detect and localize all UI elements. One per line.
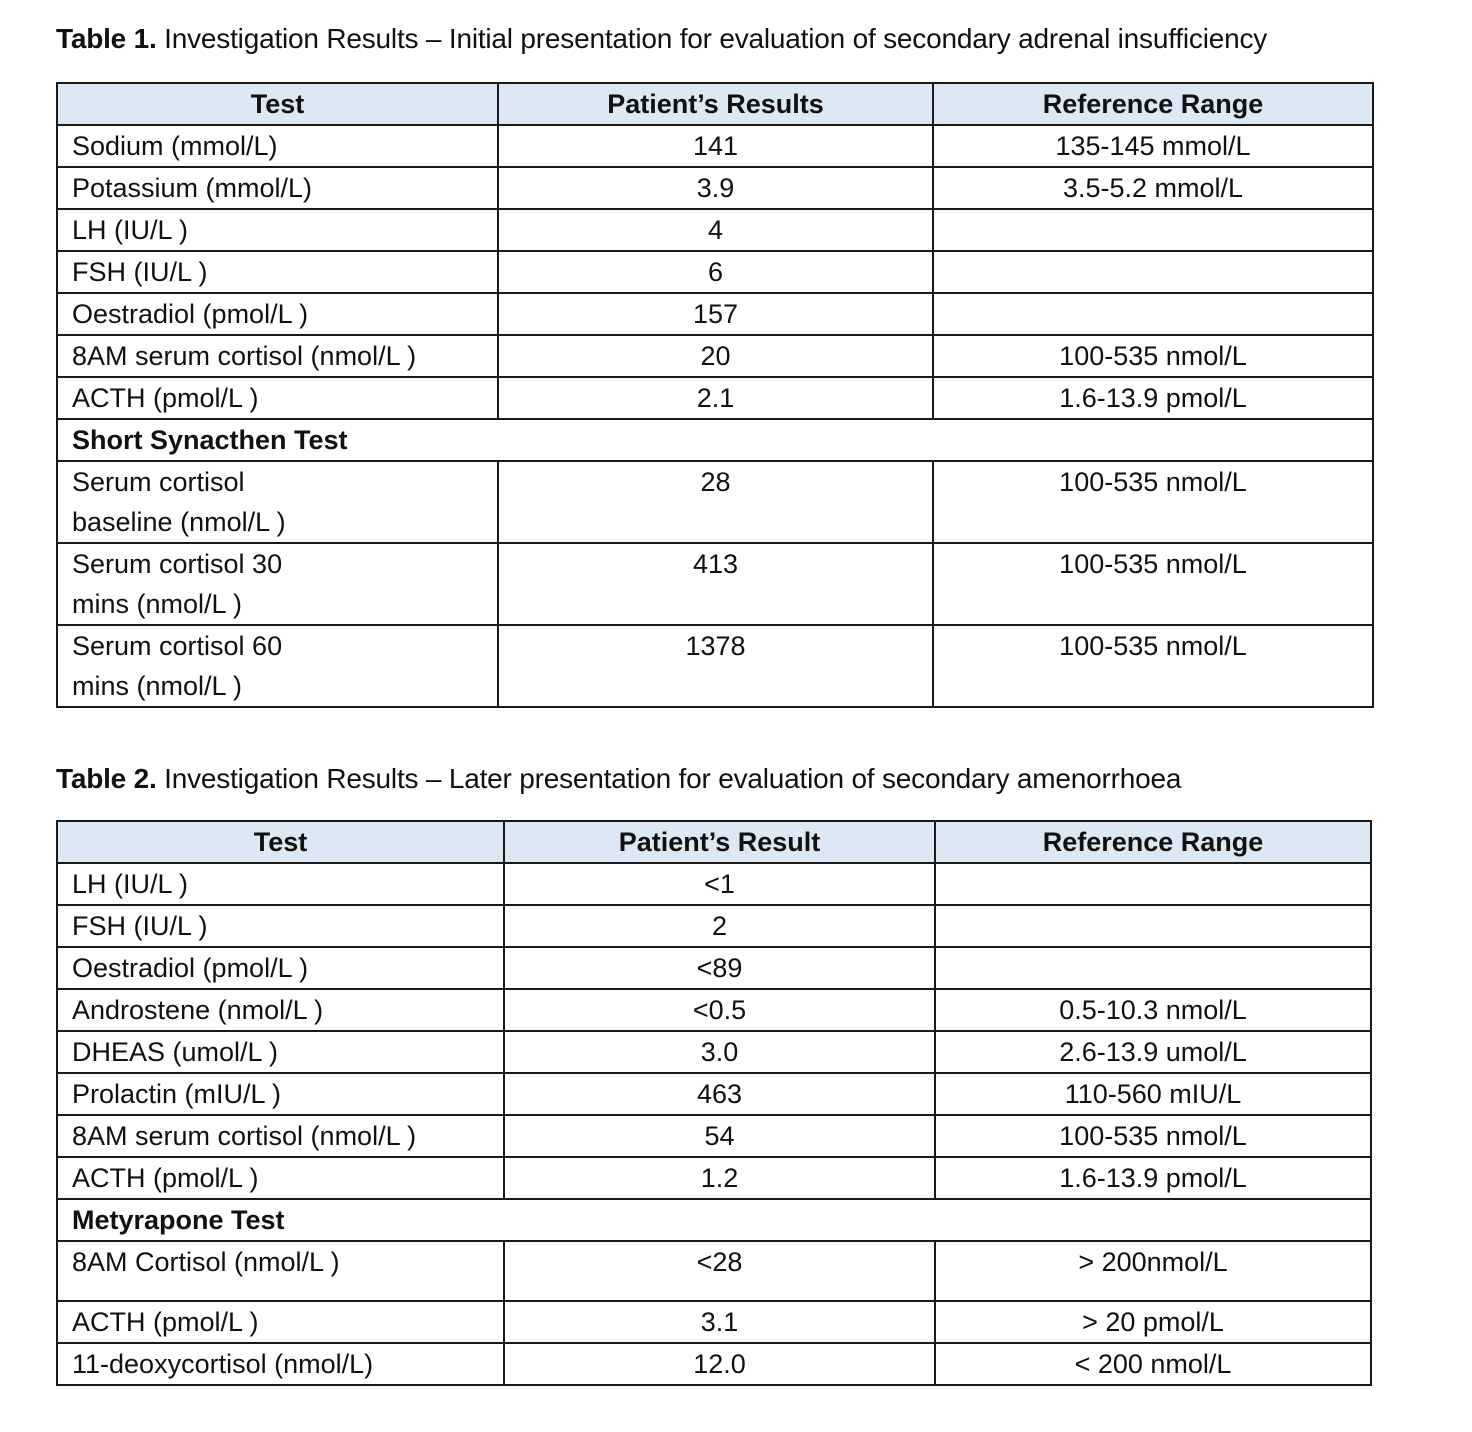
test-name-line: Serum cortisol [72,467,245,497]
table1-header-test: Test [57,83,498,125]
test-name-cell: ACTH (pmol/L ) [57,1301,504,1343]
range-cell: 110-560 mIU/L [935,1073,1371,1115]
range-cell: 2.6-13.9 umol/L [935,1031,1371,1073]
table2-investigation-results [56,820,1372,1386]
table-row [57,461,1373,543]
result-cell: 463 [504,1073,935,1115]
range-cell: 100-535 nmol/L [933,335,1373,377]
table2-header-result: Patient’s Result [504,821,935,863]
table-row [57,1115,1371,1157]
result-cell: <0.5 [504,989,935,1031]
range-cell: > 200nmol/L [935,1241,1371,1301]
table-row [57,1031,1371,1073]
range-cell: 135-145 mmol/L [933,125,1373,167]
test-name-cell: 8AM Cortisol (nmol/L ) [57,1241,504,1301]
range-cell [933,251,1373,293]
range-cell [935,947,1371,989]
table-row [57,125,1373,167]
table1-caption [56,22,1267,56]
section-title-short-synacthen: Short Synacthen Test [57,419,1373,461]
result-cell: 2.1 [498,377,933,419]
section-row [57,1199,1371,1241]
result-cell: <28 [504,1241,935,1301]
section-title-metyrapone: Metyrapone Test [57,1199,1371,1241]
table-row [57,1301,1371,1343]
table-row [57,1073,1371,1115]
table-row [57,377,1373,419]
test-name-cell: DHEAS (umol/L ) [57,1031,504,1073]
test-name-cell: Prolactin (mIU/L ) [57,1073,504,1115]
range-cell [935,905,1371,947]
test-name-cell: LH (IU/L ) [57,863,504,905]
test-name-line: mins (nmol/L ) [72,589,243,619]
result-cell: 6 [498,251,933,293]
result-cell: 2 [504,905,935,947]
table-row [57,209,1373,251]
table1-caption-text: Investigation Results – Initial presentation for evaluation of secondary adrenal insufficiency [156,23,1268,54]
range-cell: 100-535 nmol/L [935,1115,1371,1157]
test-name-cell: Sodium (mmol/L) [57,125,498,167]
table1-header-row [57,83,1373,125]
range-cell [933,209,1373,251]
table-row [57,1157,1371,1199]
test-name-cell [57,625,498,707]
range-cell [933,293,1373,335]
table-row [57,167,1373,209]
result-cell: 20 [498,335,933,377]
test-name-cell [57,543,498,625]
range-cell: > 20 pmol/L [935,1301,1371,1343]
table-row [57,1241,1371,1301]
result-cell: 157 [498,293,933,335]
result-cell: 12.0 [504,1343,935,1385]
table2-header-test: Test [57,821,504,863]
test-name-cell: ACTH (pmol/L ) [57,1157,504,1199]
table-row [57,543,1373,625]
table-row [57,989,1371,1031]
range-cell: 100-535 nmol/L [933,461,1373,543]
test-name-cell [57,461,498,543]
table2-header-row [57,821,1371,863]
table-row [57,905,1371,947]
table-row [57,863,1371,905]
table2-caption-label: Table 2. [56,763,157,794]
result-cell: 413 [498,543,933,625]
result-cell: 28 [498,461,933,543]
table-row [57,625,1373,707]
test-name-cell: 8AM serum cortisol (nmol/L ) [57,335,498,377]
test-name-cell: Oestradiol (pmol/L ) [57,293,498,335]
result-cell: <89 [504,947,935,989]
result-cell: 141 [498,125,933,167]
test-name-cell: FSH (IU/L ) [57,251,498,293]
range-cell [935,863,1371,905]
table1-header-result: Patient’s Results [498,83,933,125]
result-cell: 1.2 [504,1157,935,1199]
table1-header-range: Reference Range [933,83,1373,125]
result-cell: 3.1 [504,1301,935,1343]
test-name-cell: Potassium (mmol/L) [57,167,498,209]
test-name-cell: 11-deoxycortisol (nmol/L) [57,1343,504,1385]
test-name-cell: LH (IU/L ) [57,209,498,251]
range-cell: 1.6-13.9 pmol/L [935,1157,1371,1199]
section-row [57,419,1373,461]
test-name-line: Serum cortisol 60 [72,631,283,661]
table2-caption [56,762,1181,796]
range-cell: 100-535 nmol/L [933,543,1373,625]
test-name-line: Serum cortisol 30 [72,549,283,579]
range-cell: 3.5-5.2 mmol/L [933,167,1373,209]
test-name-cell: ACTH (pmol/L ) [57,377,498,419]
result-cell: 3.0 [504,1031,935,1073]
range-cell: 100-535 nmol/L [933,625,1373,707]
result-cell: 1378 [498,625,933,707]
result-cell: 4 [498,209,933,251]
range-cell: 1.6-13.9 pmol/L [933,377,1373,419]
result-cell: 3.9 [498,167,933,209]
test-name-cell: 8AM serum cortisol (nmol/L ) [57,1115,504,1157]
table1-caption-label: Table 1. [56,23,157,54]
table-row [57,251,1373,293]
table2-caption-text: Investigation Results – Later presentation for evaluation of secondary amenorrhoea [156,763,1182,794]
result-cell: 54 [504,1115,935,1157]
table2-header-range: Reference Range [935,821,1371,863]
test-name-line: mins (nmol/L ) [72,671,243,701]
table-row [57,335,1373,377]
range-cell: 0.5-10.3 nmol/L [935,989,1371,1031]
result-cell: <1 [504,863,935,905]
test-name-cell: Oestradiol (pmol/L ) [57,947,504,989]
test-name-cell: Androstene (nmol/L ) [57,989,504,1031]
range-cell: < 200 nmol/L [935,1343,1371,1385]
table1-investigation-results [56,82,1374,708]
test-name-cell: FSH (IU/L ) [57,905,504,947]
table-row [57,1343,1371,1385]
table-row [57,947,1371,989]
table-row [57,293,1373,335]
test-name-line: baseline (nmol/L ) [72,507,286,537]
